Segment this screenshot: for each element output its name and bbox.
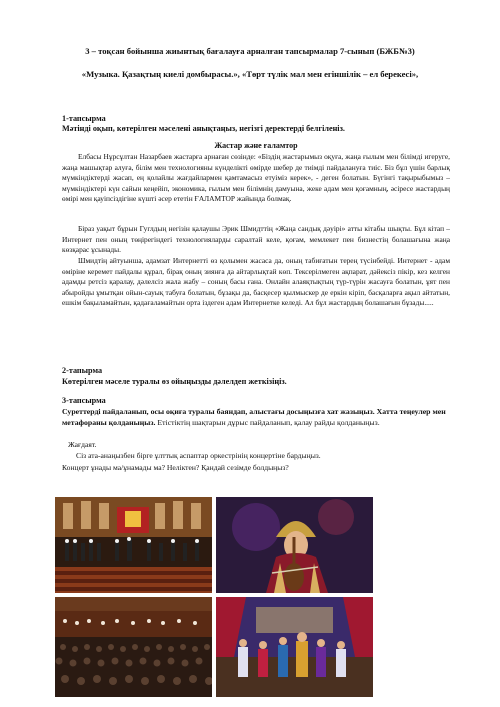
task2-instruction: Көтерілген мәселе туралы өз ойыңызды дәлелдеп жеткізіңіз. xyxy=(62,377,287,386)
task3-heading: 3-тапсырма xyxy=(62,396,106,405)
header-title: 3 – тоқсан бойынша жиынтық бағалауға арналған тапсырмалар 7-сынып (БЖБ№3) xyxy=(85,46,415,56)
situation-label: Жағдаят. xyxy=(68,440,97,449)
photo-kobyz-player xyxy=(216,497,373,593)
paragraph-3: Шмидтің айтуынша, адамзат Интернетті өз қолымен жасаса да, оның табиғатын терең түсінбейді. Интернет - адам өміріне керемет пайдалы құрал, бірақ оның зиянға да айтарлықтай көп. Тексерілмеген ақпарат, дәйексіз пікір, кез келген адамды ретсіз қаралау, дәлелсіз жала жабу – соның басы ғана. Онлайн алаяқтықтың түр-түрін жасауға болатын, ұят пен абыройды ұмытқан ойын-сауық табуға болатын, бұзақы да, басқесер қылмыскер де еркін кіріп, басқаларға ақыл айтатын, ешкім бақыламайтын, қадағаламайтын орта іздеген адам Интернетке келеді. Ал бұл жастардың болашағын бұзады..... xyxy=(62,256,450,307)
task1-heading: 1-тапсырма xyxy=(62,114,106,123)
header-subtitle: «Музыка. Қазақтың киелі домбырасы.», «Төрт түлік мал мен егіншілік – ел берекесі», xyxy=(81,69,419,79)
question-text: Концерт ұнады ма/ұнамады ма? Неліктен? Қандай сезімде болдыңыз? xyxy=(62,463,289,472)
situation-text: Сіз ата-анаңызбен бірге ұлттық аспаптар оркестрінің концертіне бардыңыз. xyxy=(76,451,321,460)
task3-instruction xyxy=(62,406,450,428)
task2-heading: 2-тапырма xyxy=(62,366,103,375)
task3-instruction-bold: Суреттерді пайдаланып, осы оқиға туралы баяндап, алыстағы досыңызға хат жазыңыз. Хатта теңеулер мен метафораны қолданыңыз. xyxy=(62,407,446,427)
photo-concert-hall xyxy=(55,497,212,593)
text-title: Жастар және ғаламтор xyxy=(214,141,298,150)
task1-instruction: Мәтінді оқып, көтерілген мәселені анықтаңыз, негізгі деректерді белгіленіз. xyxy=(62,124,345,133)
photo-folk-ensemble xyxy=(216,597,373,697)
paragraph-1: Елбасы Нұрсұлтан Назарбаев жастарға арнаған сөзінде: «Біздің жастарымыз оқуға, жаңа ғылым мен білімді игеруге, жаңа машықтар алуға, білім мен технологияны күнделікті өмірде шебер де тиімді пайдалануға тиіс. Біз бұл үшін барлық мүмкіндіктерді жасап, ең қолайлы жағдайлармен қамтамасыз етуіміз керек», - деген болатын. Бүгінгі тақырыбымыз – мүмкіндіктері күн сайын кеңейіп, экономика, ғылым мен білімнің дамуына, жеке адам мен қоғамның, әсіресе жастардың өмірі мен қауіпсіздігіне күшті әсер ететін ҒАЛАМТОР жайында болмақ. xyxy=(62,152,450,203)
photo-orchestra-audience xyxy=(55,597,212,697)
task3-instruction-plain: Етістіктің шақтарын дұрыс пайдаланып, қалау райды қолданыңыз. xyxy=(157,418,380,427)
paragraph-2: Біраз уақыт бұрын Гуглдың негізін қалаушы Эрик Шмидттің «Жаңа сандық дәуірі» атты кітабы шықты. Бұл кітап – Интернет пен оның төңірегіндегі технологияларды саралтай келе, қоғам, мемлекет пен бизнестің болашағына жаңа көзқарас ұсынады. xyxy=(62,224,450,254)
